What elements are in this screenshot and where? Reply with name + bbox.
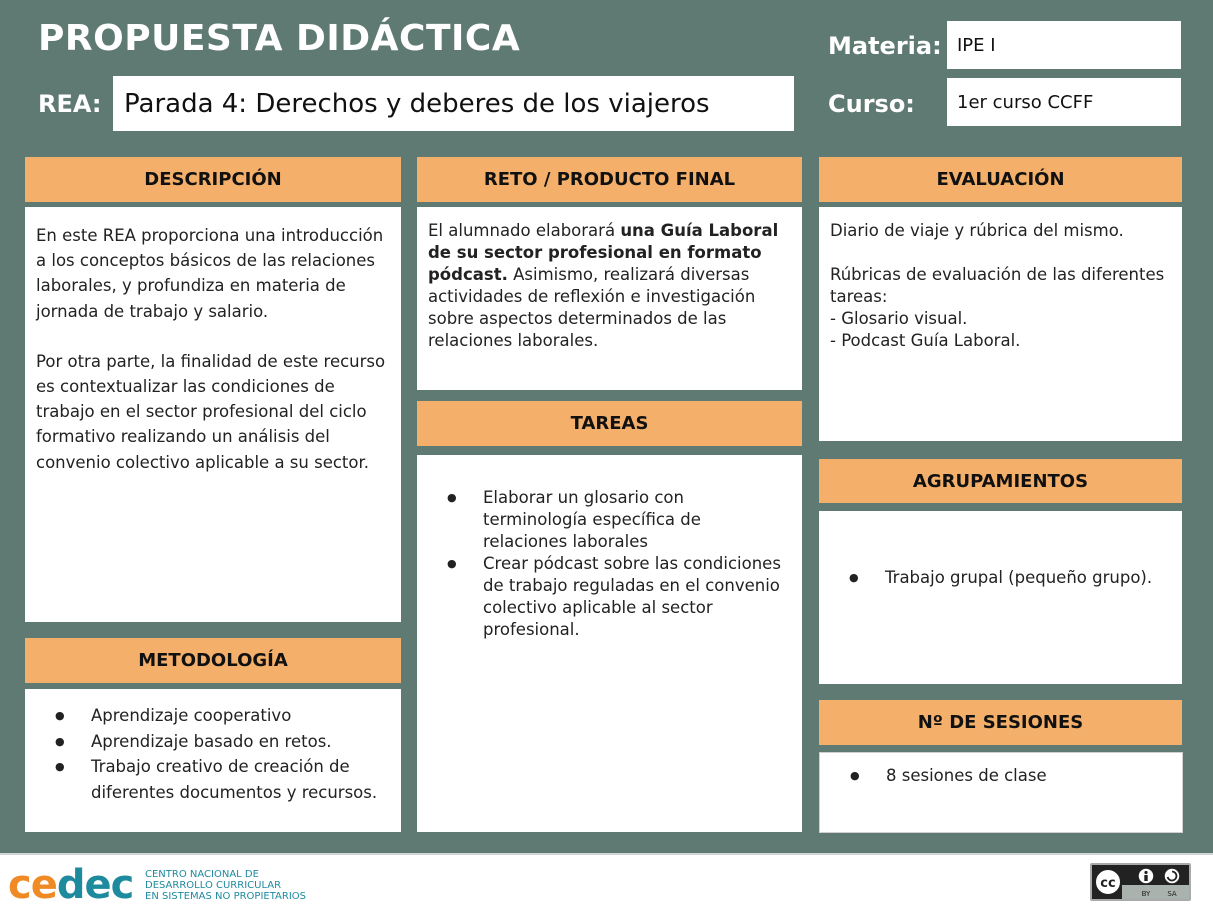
evaluacion-line-3: - Glosario visual. [830, 309, 968, 328]
cedec-subtitle [145, 869, 306, 902]
rea-field [113, 76, 794, 131]
evaluacion-header: EVALUACIÓN [819, 157, 1182, 202]
reto-text-bold: una Guía Laboral de su sector profesional en formato pódcast. [428, 221, 779, 284]
tareas-header: TAREAS [417, 401, 802, 446]
metodologia-list [55, 703, 391, 805]
svg-text:cc: cc [1100, 876, 1116, 891]
materia-field [947, 21, 1181, 69]
curso-field [947, 78, 1181, 126]
descripcion-paragraph-2: Por otra parte, la finalidad de este recurso es contextualizar las condiciones de trabajo en el sector profesional del ciclo formativo realizando un análisis del convenio colectivo aplicable a su sector. [36, 351, 386, 472]
cedec-logo [8, 863, 133, 907]
cc-license-badge [1090, 863, 1191, 901]
list-item: ● Crear pódcast sobre las condiciones de trabajo reguladas en el convenio colectivo aplicable al sector profesional. [447, 553, 786, 641]
cc-sa-label: SA [1167, 890, 1177, 898]
agrupamientos-list [849, 567, 1172, 589]
evaluacion-line-2: Rúbricas de evaluación de las diferentes tareas: [830, 265, 1165, 306]
descripcion-paragraph-1: En este REA proporciona una introducción a los conceptos básicos de las relaciones laborales, y profundiza en materia de jornada de trabajo y salario. [36, 226, 384, 321]
cedec-logo-dec: dec [56, 862, 134, 908]
tareas-list [447, 487, 786, 641]
materia-value: IPE I [957, 34, 996, 56]
cedec-subtitle-line-1: CENTRO NACIONAL DE [145, 869, 259, 880]
agrupamientos-header: AGRUPAMIENTOS [819, 459, 1182, 503]
cc-by-label: BY [1141, 890, 1151, 898]
list-item: ● 8 sesiones de clase [850, 765, 1172, 787]
reto-text [428, 220, 794, 352]
cedec-subtitle-line-2: DESARROLLO CURRICULAR [145, 880, 282, 891]
reto-text-pre: El alumnado elaborará [428, 221, 621, 240]
curso-value: 1er curso CCFF [957, 91, 1094, 113]
tareas-box [417, 455, 802, 832]
materia-label: Materia: [828, 32, 942, 60]
descripcion-header: DESCRIPCIÓN [25, 157, 401, 202]
evaluacion-line-4: - Podcast Guía Laboral. [830, 331, 1021, 350]
cedec-subtitle-line-3: EN SISTEMAS NO PROPIETARIOS [145, 891, 307, 902]
rea-label: REA: [38, 90, 102, 118]
cedec-logo-ce: ce [8, 862, 57, 908]
sesiones-box [819, 752, 1183, 833]
rea-value: Parada 4: Derechos y deberes de los viajeros [124, 88, 710, 119]
metodologia-box [25, 689, 401, 832]
agrupamientos-box [819, 511, 1182, 684]
sesiones-list [850, 765, 1172, 787]
evaluacion-line-1: Diario de viaje y rúbrica del mismo. [830, 221, 1124, 240]
page-title: PROPUESTA DIDÁCTICA [38, 18, 521, 59]
list-item: ● Aprendizaje cooperativo [55, 703, 391, 729]
descripcion-box [25, 207, 401, 622]
list-item: ● Trabajo creativo de creación de diferentes documentos y recursos. [55, 754, 391, 805]
cc-license-icon [1092, 865, 1189, 899]
sesiones-header: Nº DE SESIONES [819, 700, 1182, 745]
list-item: ● Elaborar un glosario con terminología específica de relaciones laborales [447, 487, 786, 553]
list-item: ● Trabajo grupal (pequeño grupo). [849, 567, 1172, 589]
reto-header: RETO / PRODUCTO FINAL [417, 157, 802, 202]
list-item: ● Aprendizaje basado en retos. [55, 729, 391, 755]
footer [0, 853, 1213, 910]
reto-box [417, 207, 802, 390]
metodologia-header: METODOLOGÍA [25, 638, 401, 683]
reto-text-post: Asimismo, realizará diversas actividades de reflexión e investigación sobre aspectos determinados de las relaciones laborales. [428, 265, 756, 350]
curso-label: Curso: [828, 90, 915, 118]
evaluacion-box [819, 207, 1182, 441]
